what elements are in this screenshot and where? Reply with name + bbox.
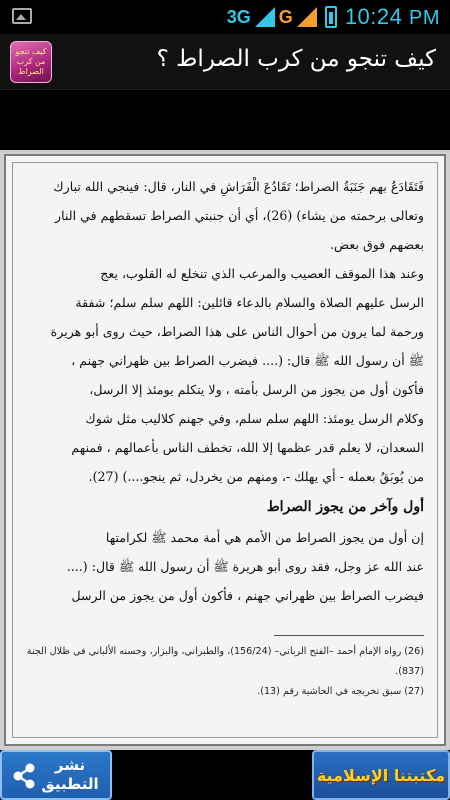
text-line: وكلام الرسل يومئذ: اللهم سلم سلم، وفي جهنم كلاليب مثل شوك	[85, 411, 424, 426]
book-page-image[interactable]	[0, 150, 450, 750]
app-icon-text-1: كيف تنجو	[15, 47, 47, 56]
text-line: الرسل عليهم الصلاة والسلام بالدعاء قائلين: اللهم سلم سلم؛ شفقة	[75, 295, 424, 310]
battery-icon	[325, 6, 337, 28]
share-app-button[interactable]	[0, 750, 112, 800]
text-line: بعضهم فوق بعض.	[329, 237, 424, 252]
share-label-line-1: نشر	[54, 756, 86, 774]
text-line: وعند هذا الموقف العصيب والمرعب الذي تنخلع له القلوب، يعج	[100, 266, 424, 281]
footnote: (27) سبق تخريجه في الحاشية رقم (13).	[257, 686, 424, 697]
signal-strength-icon	[255, 7, 275, 27]
text-line: وتعالى برحمته من يشاء) (26)، أي أن جنبتي الصراط تسقطهم في النار	[55, 208, 424, 223]
text-line: فَتَقَادَعُ بهم جَنَبَةُ الصراط؛ تَقَادُعَ الْفَرَاشِ في النار، قال: فينجي الله تبارك	[53, 179, 424, 194]
footnotes	[26, 642, 424, 702]
text-line: فيضرب الصراط بين ظهراني جهنم ، فأكون أول من يجوز من الرسل	[71, 588, 424, 603]
footnote: (26) رواه الإمام أحمد –الفتح الرباني– (156/24)، والطبراني، والبزار، وحسنه الألباني في ظلال الجنة	[26, 646, 424, 657]
text-line: ورحمة لما يرون من أحوال الناس على هذا الصراط، حيث روى أبو هريرة	[50, 324, 424, 339]
signal-strength-icon-2	[297, 7, 317, 27]
text-line: عند الله عز وجل، فقد روى أبو هريرة ﷺ أن رسول الله ﷺ قال: (....	[66, 559, 424, 574]
app-icon-text-3: الصراط	[18, 67, 44, 76]
our-library-label: مكتبتنا الإسلامية	[316, 765, 446, 785]
section-heading: أول وآخر من يجوز الصراط	[266, 499, 424, 515]
status-indicators	[227, 4, 440, 30]
share-app-label	[38, 756, 102, 794]
text-line: فأكون أول من يجوز من الرسل بأمته ، ولا يتكلم يومئذ إلا الرسل،	[89, 382, 424, 397]
share-label-line-2: التطبيق	[41, 775, 99, 793]
network-g-label: G	[278, 6, 293, 27]
page-text	[26, 172, 424, 610]
status-bar	[0, 0, 450, 34]
status-clock: 10:24 PM	[344, 4, 440, 29]
our-library-button[interactable]	[312, 750, 450, 800]
network-3g-label: 3G	[226, 6, 251, 27]
action-bar	[0, 34, 450, 90]
app-title: كيف تنجو من كرب الصراط ؟	[156, 46, 436, 72]
gallery-notification-icon	[12, 8, 32, 24]
share-icon	[10, 762, 38, 790]
text-line: إن أول من يجوز الصراط من الأمم هي أمة محمد ﷺ لكرامتها	[105, 530, 424, 545]
text-line: ﷺ أن رسول الله ﷺ قال: (.... فيضرب الصراط بين ظهراني جهنم ،	[71, 353, 424, 368]
app-icon[interactable]	[10, 41, 52, 83]
text-line: من يُوبَقُ بعمله - أي يهلك -، ومنهم من يخردل، ثم ينجو....) (27).	[88, 469, 424, 484]
app-icon-text-2: من كرب	[16, 57, 46, 66]
text-line: السعدان، لا يعلم قدر عظمها إلا الله، تخطف الناس بأعمالهم ، فمنهم	[71, 440, 424, 455]
footnote: (837).	[395, 666, 424, 677]
footnote-divider	[274, 635, 424, 636]
